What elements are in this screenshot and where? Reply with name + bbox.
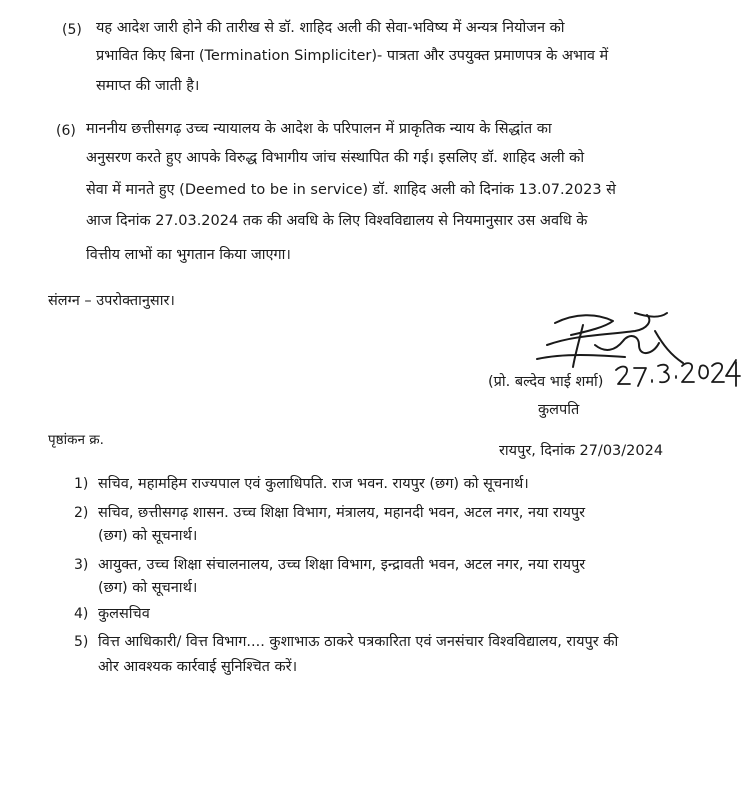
para6-line-3: सेवा में मानते हुए (Deemed to be in service) डॉ. शाहिद अली को दिनांक 13.07.2023 से [86,182,616,198]
recipient-3-line-1: आयुक्त, उच्च शिक्षा संचालनालय, उच्च शिक्षा विभाग, इन्द्रावती भवन, अटल नगर, नया रायपुर [98,557,586,573]
recipient-2-line-2: (छग) को सूचनार्थ। [98,528,198,544]
recipient-5-line-2: ओर आवश्यक कार्रवाई सुनिश्चित करें। [98,659,298,675]
para5-line-3: समाप्त की जाती है। [96,78,200,94]
para6-number: (6) [56,123,76,139]
para6-line-4: आज दिनांक 27.03.2024 तक की अवधि के लिए विश्वविद्यालय से नियमानुसार उस अवधि के [86,213,588,229]
recipient-3-number: 3) [74,557,89,573]
recipient-4-number: 4) [74,606,89,622]
recipient-1-number: 1) [74,476,89,492]
recipient-2-line-1: सचिव, छत्तीसगढ़ शासन. उच्च शिक्षा विभाग, मंत्रालय, महानदी भवन, अटल नगर, नया रायपुर [98,505,586,521]
para5-number: (5) [62,22,82,38]
para6-line-2: अनुसरण करते हुए आपके विरुद्ध विभागीय जांच संस्थापित की गई। इसलिए डॉ. शाहिद अली को [86,150,585,166]
signatory-name: (प्रो. बल्देव भाई शर्मा) [488,374,604,390]
para6-line-1: माननीय छत्तीसगढ़ उच्च न्यायालय के आदेश के परिपालन में प्राकृतिक न्याय के सिद्धांत का [86,121,552,137]
recipient-5-line-1: वित्त आधिकारी/ वित्त विभाग.... कुशाभाऊ ठाकरे पत्रकारिता एवं जनसंचार विश्वविद्यालय, रायपुर की [98,634,619,650]
handwritten-date [612,352,742,392]
recipient-2-number: 2) [74,505,89,521]
recipient-5-number: 5) [74,634,89,650]
recipient-1-line-1: सचिव, महामहिम राज्यपाल एवं कुलाधिपति. राज भवन. रायपुर (छग) को सूचनार्थ। [98,476,529,492]
signatory-designation: कुलपति [538,402,580,418]
para5-line-2: प्रभावित किए बिना (Termination Simpliciter)- पात्रता और उपयुक्त प्रमाणपत्र के अभाव में [96,48,609,64]
para6-line-5: वित्तीय लाभों का भुगतान किया जाएगा। [86,247,291,263]
recipient-3-line-2: (छग) को सूचनार्थ। [98,580,198,596]
para5-line-1: यह आदेश जारी होने की तारीख से डॉ. शाहिद अली की सेवा-भविष्य में अन्यत्र नियोजन को [96,20,565,36]
recipient-4-line-1: कुलसचिव [98,606,150,622]
endorsement-place-date: रायपुर, दिनांक 27/03/2024 [499,443,664,459]
enclosure-line: संलग्न – उपरोक्तानुसार। [48,293,175,309]
endorsement-label: पृष्ठांकन क्र. [48,432,104,448]
